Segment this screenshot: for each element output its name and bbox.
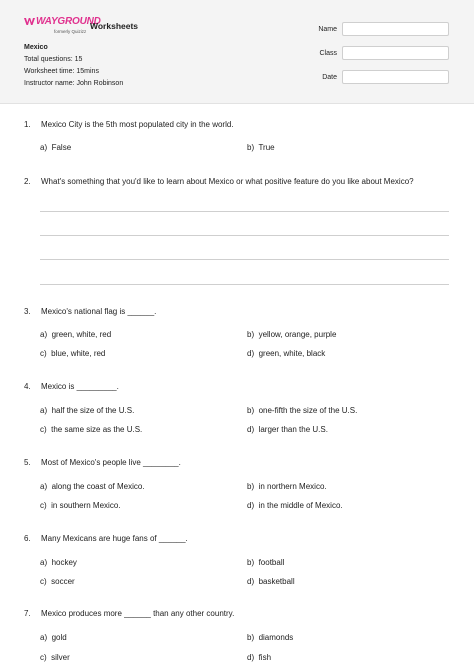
logo-mark-icon: [24, 17, 35, 26]
question-text: Mexico is _________.: [41, 382, 119, 391]
answer-line[interactable]: [40, 259, 449, 260]
class-field[interactable]: [342, 46, 449, 60]
option-b[interactable]: b) True: [247, 143, 275, 152]
date-label: Date: [322, 74, 337, 81]
option-d[interactable]: d) in the middle of Mexico.: [247, 501, 343, 510]
question-number: 5.: [24, 458, 31, 467]
option-a[interactable]: a) False: [40, 143, 72, 152]
date-field[interactable]: [342, 70, 449, 84]
option-d[interactable]: d) green, white, black: [247, 349, 326, 358]
question-text: Mexico City is the 5th most populated city in the world.: [41, 120, 234, 129]
answer-line[interactable]: [40, 235, 449, 236]
answer-line[interactable]: [40, 284, 449, 285]
wayground-logo: [24, 16, 101, 36]
question-text: What's something that you'd like to learn about Mexico or what positive feature do you like about Mexico?: [41, 177, 414, 186]
option-a[interactable]: a) green, white, red: [40, 330, 112, 339]
option-c[interactable]: c) soccer: [40, 577, 75, 586]
worksheet-time: Worksheet time: 15mins: [24, 68, 99, 75]
option-a[interactable]: a) gold: [40, 633, 67, 642]
total-questions: Total questions: 15: [24, 56, 83, 63]
option-a[interactable]: a) along the coast of Mexico.: [40, 482, 145, 491]
option-d[interactable]: d) fish: [247, 653, 272, 662]
question-number: 3.: [24, 307, 31, 316]
worksheets-label: Worksheets: [90, 21, 139, 31]
option-b[interactable]: b) yellow, orange, purple: [247, 330, 337, 339]
question-number: 2.: [24, 177, 31, 186]
option-d[interactable]: d) basketball: [247, 577, 295, 586]
question-number: 4.: [24, 382, 31, 391]
option-c[interactable]: c) the same size as the U.S.: [40, 425, 143, 434]
option-b[interactable]: b) football: [247, 558, 285, 567]
option-a[interactable]: a) half the size of the U.S.: [40, 406, 135, 415]
brand-subtitle: formerly Quizizz: [54, 29, 87, 34]
question-text: Many Mexicans are huge fans of ______.: [41, 534, 188, 543]
question-number: 6.: [24, 534, 31, 543]
option-c[interactable]: c) in southern Mexico.: [40, 501, 121, 510]
option-c[interactable]: c) blue, white, red: [40, 349, 106, 358]
class-label: Class: [319, 50, 337, 57]
option-a[interactable]: a) hockey: [40, 558, 77, 567]
question-text: Mexico's national flag is ______.: [41, 307, 157, 316]
option-b[interactable]: b) in northern Mexico.: [247, 482, 327, 491]
question-number: 1.: [24, 120, 31, 129]
question-number: 7.: [24, 609, 31, 618]
option-c[interactable]: c) silver: [40, 653, 70, 662]
question-text: Mexico produces more ______ than any other country.: [41, 609, 235, 618]
brand-name: WAYGROUND: [36, 16, 101, 27]
option-b[interactable]: b) one-fifth the size of the U.S.: [247, 406, 358, 415]
worksheet-header: [0, 0, 474, 104]
answer-line[interactable]: [40, 211, 449, 212]
instructor-name: Instructor name: John Robinson: [24, 80, 124, 87]
question-text: Most of Mexico's people live ________.: [41, 458, 181, 467]
option-b[interactable]: b) diamonds: [247, 633, 294, 642]
worksheet-title: Mexico: [24, 44, 48, 51]
name-field[interactable]: [342, 22, 449, 36]
option-d[interactable]: d) larger than the U.S.: [247, 425, 328, 434]
name-label: Name: [318, 26, 337, 33]
